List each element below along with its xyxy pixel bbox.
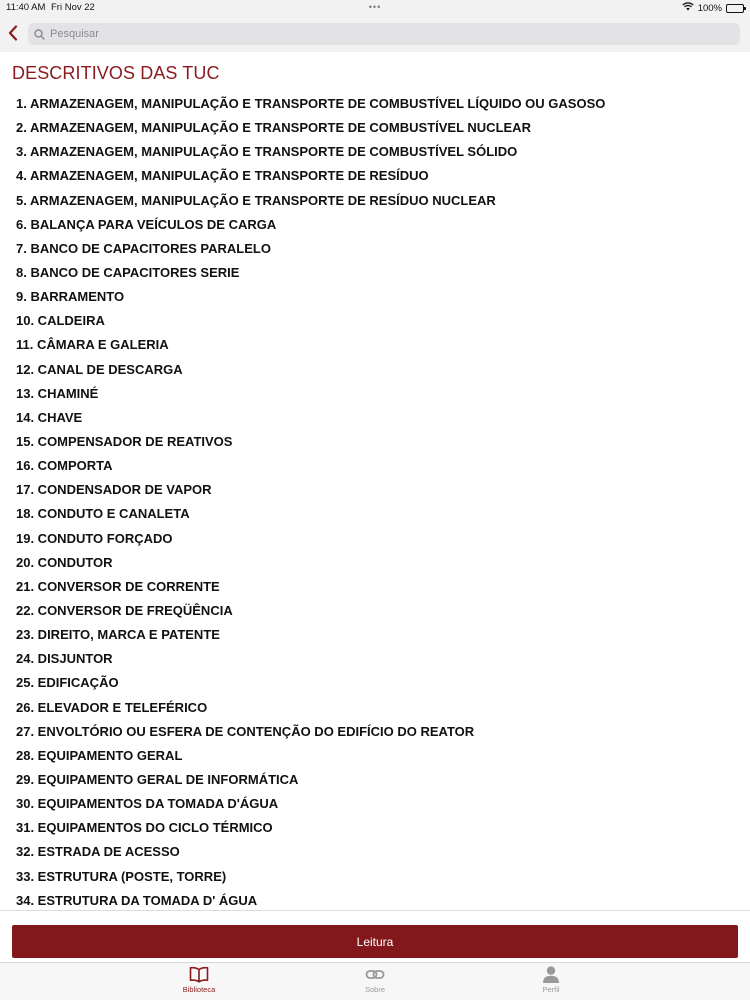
list-item[interactable]: 13. CHAMINÉ [16, 385, 99, 401]
list-item[interactable]: 6. BALANÇA PARA VEÍCULOS DE CARGA [16, 216, 277, 232]
battery-icon [726, 4, 744, 13]
list-item[interactable]: 23. DIREITO, MARCA E PATENTE [16, 627, 220, 643]
list-item[interactable]: 17. CONDENSADOR DE VAPOR [16, 482, 212, 498]
list-item[interactable]: 5. ARMAZENAGEM, MANIPULAÇÃO E TRANSPORTE DE RESÍDUO NUCLEAR [16, 192, 496, 208]
list-item[interactable]: 3. ARMAZENAGEM, MANIPULAÇÃO E TRANSPORTE DE COMBUSTÍVEL SÓLIDO [16, 144, 518, 160]
tab-label: Perfil [542, 985, 560, 994]
back-button[interactable] [4, 22, 22, 44]
list-item[interactable]: 4. ARMAZENAGEM, MANIPULAÇÃO E TRANSPORTE DE RESÍDUO [16, 168, 429, 184]
tab-biblioteca[interactable] [159, 966, 239, 1000]
search-input[interactable] [50, 28, 730, 40]
list-item[interactable]: 2. ARMAZENAGEM, MANIPULAÇÃO E TRANSPORTE DE COMBUSTÍVEL NUCLEAR [16, 120, 531, 136]
wifi-icon [682, 2, 694, 14]
list-item[interactable]: 16. COMPORTA [16, 458, 113, 474]
tab-label: Biblioteca [182, 985, 216, 994]
page-title: DESCRITIVOS DAS TUC [12, 63, 220, 83]
tab-bar [0, 962, 750, 1000]
list-item[interactable]: 8. BANCO DE CAPACITORES SERIE [16, 264, 240, 280]
list-item[interactable]: 14. CHAVE [16, 409, 83, 425]
list-item[interactable]: 12. CANAL DE DESCARGA [16, 361, 183, 377]
list-item[interactable]: 21. CONVERSOR DE CORRENTE [16, 578, 220, 594]
list-item[interactable]: 20. CONDUTOR [16, 554, 113, 570]
book-icon [189, 966, 209, 983]
list-item[interactable]: 15. COMPENSADOR DE REATIVOS [16, 433, 233, 449]
list-item[interactable]: 26. ELEVADOR E TELEFÉRICO [16, 699, 208, 715]
battery-percent: 100% [697, 2, 722, 14]
list-item[interactable]: 27. ENVOLTÓRIO OU ESFERA DE CONTENÇÃO DO EDIFÍCIO DO REATOR [16, 723, 475, 739]
list-item[interactable]: 22. CONVERSOR DE FREQÜÊNCIA [16, 602, 233, 618]
status-bar [0, 0, 750, 16]
list-item[interactable]: 18. CONDUTO E CANALETA [16, 506, 190, 522]
list-item[interactable]: 19. CONDUTO FORÇADO [16, 530, 173, 546]
nav-bar [0, 16, 750, 52]
list-item[interactable]: 11. CÂMARA E GALERIA [16, 337, 169, 353]
list-item[interactable]: 29. EQUIPAMENTO GERAL DE INFORMÁTICA [16, 771, 299, 787]
list-item[interactable]: 7. BANCO DE CAPACITORES PARALELO [16, 240, 271, 256]
list-item[interactable]: 34. ESTRUTURA DA TOMADA D' ÁGUA [16, 892, 258, 908]
list-item[interactable]: 25. EDIFICAÇÃO [16, 675, 119, 691]
link-icon [365, 966, 385, 983]
multitasking-dots: ••• [368, 2, 382, 12]
list-item[interactable]: 32. ESTRADA DE ACESSO [16, 844, 180, 860]
list-item[interactable]: 10. CALDEIRA [16, 313, 105, 329]
list-item[interactable]: 28. EQUIPAMENTO GERAL [16, 747, 183, 763]
leitura-button[interactable]: Leitura [12, 925, 738, 958]
list-item[interactable]: 1. ARMAZENAGEM, MANIPULAÇÃO E TRANSPORTE DE COMBUSTÍVEL LÍQUIDO OU GASOSO [16, 96, 606, 111]
tab-sobre[interactable] [335, 966, 415, 1000]
tab-perfil[interactable] [511, 966, 591, 1000]
list-item[interactable]: 30. EQUIPAMENTOS DA TOMADA D'ÁGUA [16, 796, 279, 812]
status-right [682, 2, 744, 14]
list-item[interactable]: 24. DISJUNTOR [16, 651, 113, 667]
divider [0, 910, 750, 911]
tuc-list [16, 92, 736, 913]
status-time: 11:40 AM [6, 2, 46, 13]
list-item[interactable]: 33. ESTRUTURA (POSTE, TORRE) [16, 868, 227, 884]
search-icon [34, 29, 45, 40]
chevron-left-icon [8, 25, 18, 41]
tab-label: Sobre [364, 985, 385, 994]
list-item[interactable]: 31. EQUIPAMENTOS DO CICLO TÉRMICO [16, 820, 273, 836]
list-item[interactable]: 9. BARRAMENTO [16, 289, 125, 305]
status-date: Fri Nov 22 [51, 2, 95, 13]
search-bar[interactable] [28, 23, 740, 45]
person-icon [541, 966, 561, 983]
